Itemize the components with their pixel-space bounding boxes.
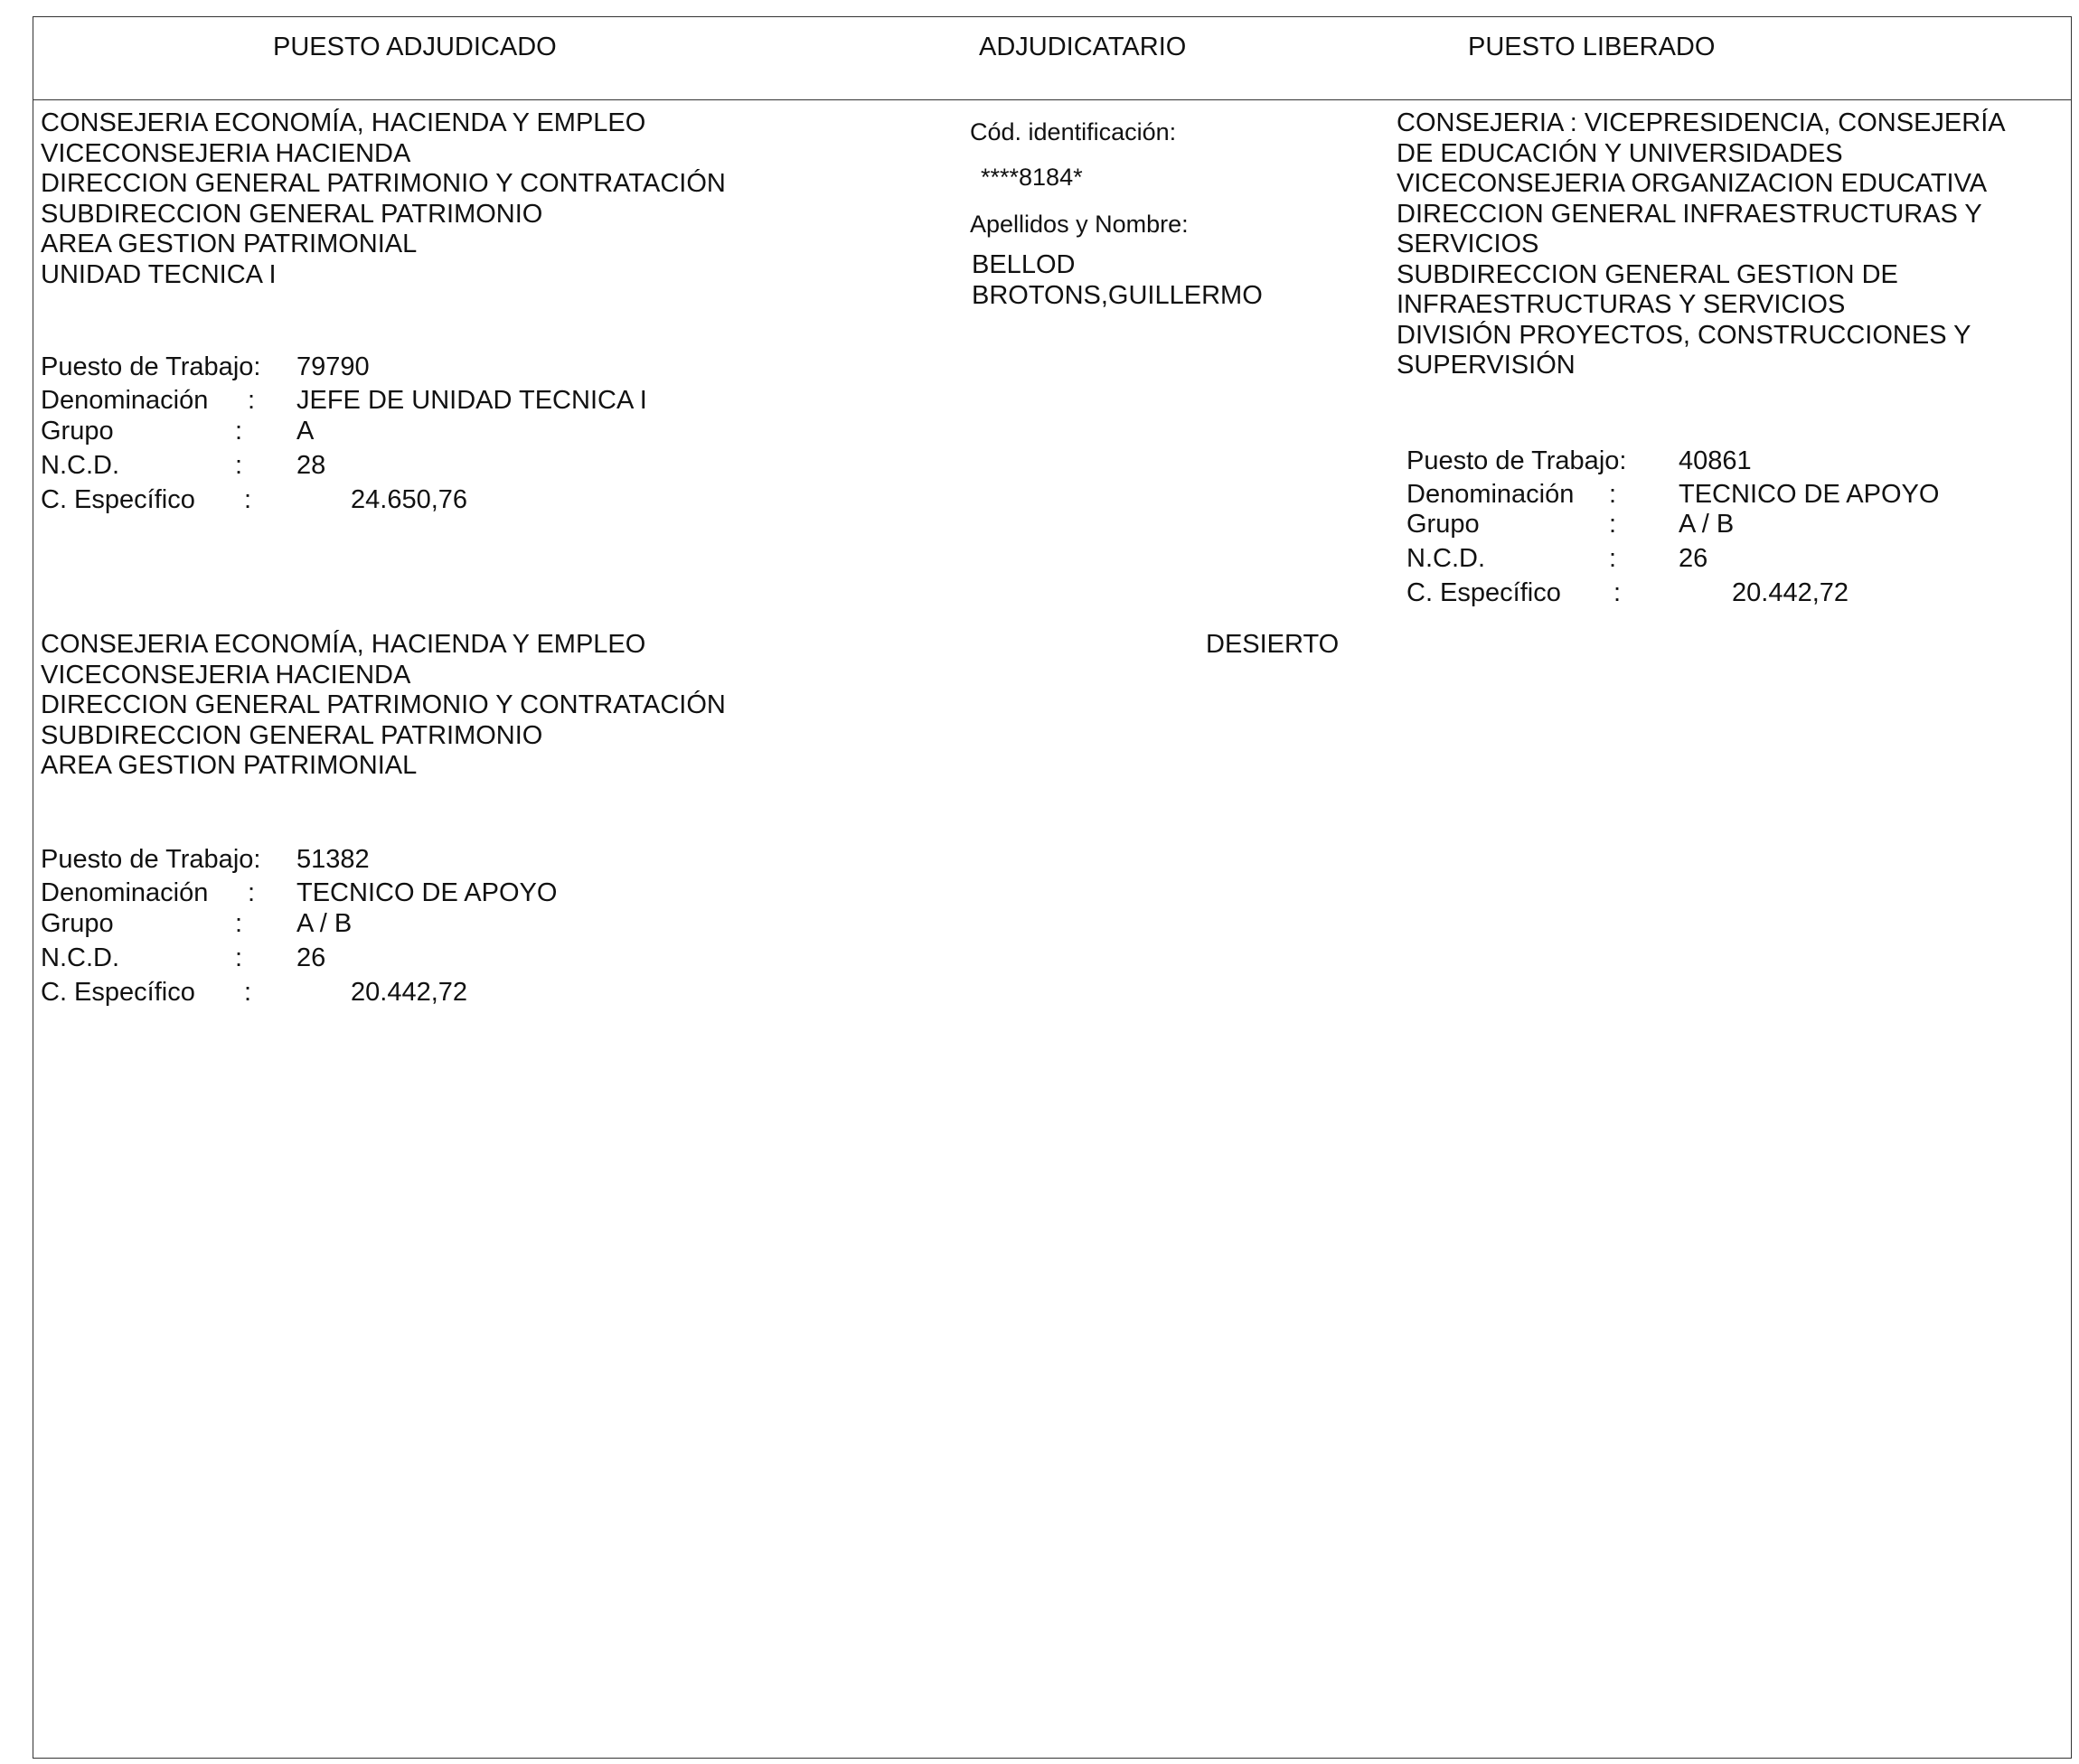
cod-identificacion-value: ****8184* bbox=[981, 164, 1083, 191]
colon: : bbox=[244, 485, 252, 514]
apellidos-nombre-label: Apellidos y Nombre: bbox=[970, 211, 1189, 238]
nombre-line: BROTONS,GUILLERMO bbox=[972, 281, 1263, 310]
denominacion-value: TECNICO DE APOYO bbox=[1679, 480, 1940, 509]
colon: : bbox=[235, 451, 243, 480]
especifico-value: 20.442,72 bbox=[1732, 578, 1849, 607]
puesto-label: Puesto de Trabajo: bbox=[1406, 446, 1627, 475]
especifico-label: C. Específico bbox=[41, 978, 195, 1007]
org-line: DIRECCION GENERAL PATRIMONIO Y CONTRATACIÓN bbox=[41, 169, 726, 198]
denominacion-label: Denominación bbox=[41, 878, 209, 907]
org-line: CONSEJERIA ECONOMÍA, HACIENDA Y EMPLEO bbox=[41, 630, 646, 659]
especifico-label: C. Específico bbox=[41, 485, 195, 514]
colon: : bbox=[235, 417, 243, 446]
especifico-value: 20.442,72 bbox=[351, 978, 468, 1007]
denominacion-label: Denominación bbox=[41, 386, 209, 415]
org-line: VICECONSEJERIA HACIENDA bbox=[41, 660, 411, 690]
colon: : bbox=[248, 386, 256, 415]
colon: : bbox=[1609, 480, 1617, 509]
puesto-value: 51382 bbox=[296, 845, 370, 874]
colon: : bbox=[248, 878, 256, 907]
cod-identificacion-label: Cód. identificación: bbox=[970, 118, 1177, 145]
ncd-value: 26 bbox=[1679, 544, 1708, 573]
puesto-label: Puesto de Trabajo: bbox=[41, 845, 261, 874]
colon: : bbox=[1613, 578, 1622, 607]
org-line: DIRECCION GENERAL PATRIMONIO Y CONTRATACIÓN bbox=[41, 690, 726, 719]
nombre-line: BELLOD bbox=[972, 250, 1076, 279]
row1-adjudicado-org bbox=[41, 108, 726, 290]
org-line: SUBDIRECCION GENERAL GESTION DE bbox=[1397, 259, 1898, 289]
grupo-label: Grupo bbox=[41, 909, 114, 938]
header-puesto-adjudicado: PUESTO ADJUDICADO bbox=[273, 33, 557, 61]
grupo-label: Grupo bbox=[1406, 510, 1480, 539]
org-line: CONSEJERIA : VICEPRESIDENCIA, CONSEJERÍA bbox=[1397, 108, 2006, 137]
header-puesto-liberado: PUESTO LIBERADO bbox=[1468, 33, 1716, 61]
desierto-status: DESIERTO bbox=[1206, 630, 1340, 659]
row2-adjudicado-org bbox=[41, 630, 726, 782]
org-line: SERVICIOS bbox=[1397, 230, 1539, 258]
grupo-value: A bbox=[296, 417, 315, 446]
org-line: DIVISIÓN PROYECTOS, CONSTRUCCIONES Y bbox=[1397, 320, 1971, 350]
ncd-label: N.C.D. bbox=[41, 943, 119, 972]
org-line: CONSEJERIA ECONOMÍA, HACIENDA Y EMPLEO bbox=[41, 108, 646, 137]
ncd-value: 28 bbox=[296, 451, 326, 480]
org-line: SUPERVISIÓN bbox=[1397, 351, 1576, 380]
org-line: DIRECCION GENERAL INFRAESTRUCTURAS Y bbox=[1397, 199, 1982, 229]
colon: : bbox=[1609, 510, 1617, 539]
puesto-value: 79790 bbox=[296, 352, 370, 381]
grupo-value: A / B bbox=[1679, 510, 1735, 539]
colon: : bbox=[244, 978, 252, 1007]
puesto-value: 40861 bbox=[1679, 446, 1752, 475]
colon: : bbox=[235, 909, 243, 938]
denominacion-label: Denominación bbox=[1406, 480, 1575, 509]
org-line: INFRAESTRUCTURAS Y SERVICIOS bbox=[1397, 290, 1846, 319]
denominacion-value: TECNICO DE APOYO bbox=[296, 878, 558, 907]
ncd-label: N.C.D. bbox=[1406, 544, 1485, 573]
grupo-label: Grupo bbox=[41, 417, 114, 446]
row1-liberado-org bbox=[1397, 108, 2006, 381]
org-line: VICECONSEJERIA ORGANIZACION EDUCATIVA bbox=[1397, 169, 1988, 198]
org-line: SUBDIRECCION GENERAL PATRIMONIO bbox=[41, 720, 543, 750]
org-line: DE EDUCACIÓN Y UNIVERSIDADES bbox=[1397, 138, 1843, 168]
ncd-value: 26 bbox=[296, 943, 326, 972]
especifico-label: C. Específico bbox=[1406, 578, 1561, 607]
especifico-value: 24.650,76 bbox=[351, 485, 468, 514]
ncd-label: N.C.D. bbox=[41, 451, 119, 480]
org-line: AREA GESTION PATRIMONIAL bbox=[41, 751, 418, 780]
org-line: UNIDAD TECNICA I bbox=[41, 259, 277, 289]
org-line: SUBDIRECCION GENERAL PATRIMONIO bbox=[41, 199, 543, 229]
colon: : bbox=[235, 943, 243, 972]
denominacion-value: JEFE DE UNIDAD TECNICA I bbox=[296, 386, 647, 415]
header-adjudicatario: ADJUDICATARIO bbox=[979, 33, 1187, 61]
colon: : bbox=[1609, 544, 1617, 573]
org-line: AREA GESTION PATRIMONIAL bbox=[41, 230, 418, 258]
grupo-value: A / B bbox=[296, 909, 353, 938]
org-line: VICECONSEJERIA HACIENDA bbox=[41, 138, 411, 168]
header-divider bbox=[33, 99, 2072, 100]
puesto-label: Puesto de Trabajo: bbox=[41, 352, 261, 381]
